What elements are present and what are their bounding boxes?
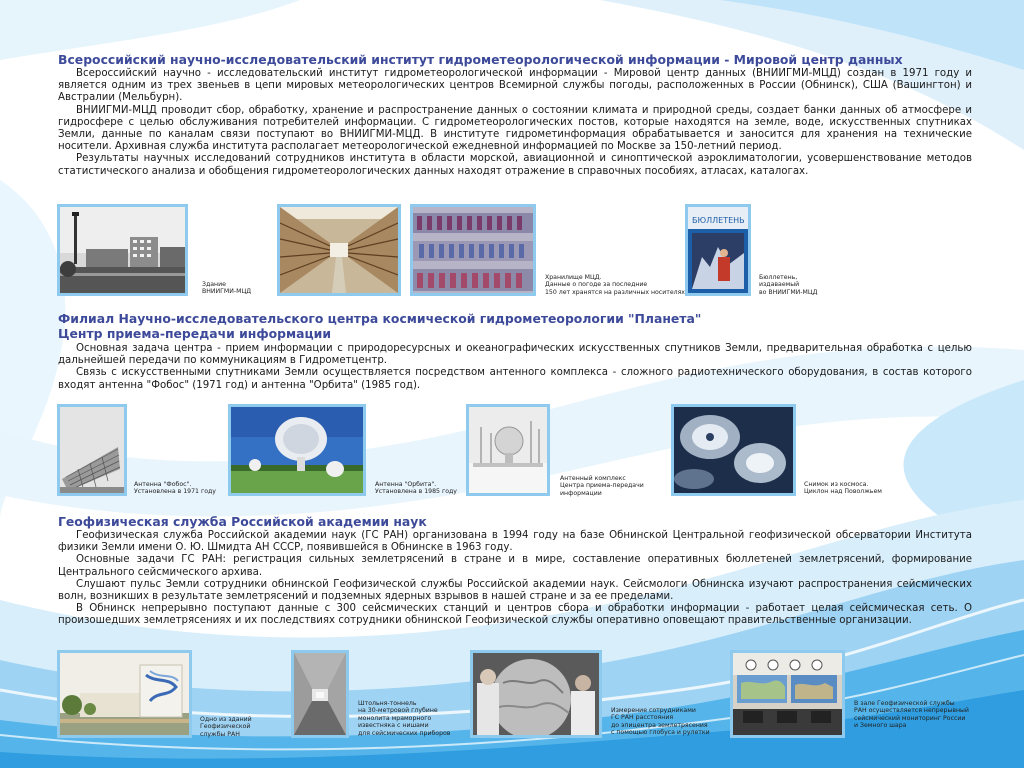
globe-measurement-photo (470, 650, 602, 738)
section2-subheading: Центр приема-передачи информации (58, 326, 332, 341)
section1-body (58, 68, 972, 178)
cyclone-photo (671, 404, 796, 496)
orbita-antenna-photo (228, 404, 366, 496)
section1-heading: Всероссийский научно-исследовательский институт гидрометеорологической информации - Мировой центр данных (58, 52, 903, 67)
archive-caption: Хранилище МЦД. Данные о погоде за последние 150 лет хранятся на различных носителях (545, 274, 685, 296)
section1-paragraph: ВНИИГМИ-МЦД проводит сбор, обработку, хранение и распространение данных о состоянии климата и природной среды, создает банки данных об атмосфере и гидросфере с целью обслуживания потребителей информации. С гидрометеорологических постов, которые находятся на земле, воде, искусственных спутниках Земли, данные по каналам связи поступают во ВНИИГМИ-МЦД. В институте гидрометинформация обрабатывается и заносится для хранения на технические носители. Архивная служба института располагает метеорологической ежедневной информацией по Москве за 150-летний период. (58, 104, 972, 153)
tape-storage-photo (410, 204, 536, 296)
gs-ran-building-photo (57, 650, 192, 738)
section3-heading: Геофизическая служба Российской академии наук (58, 514, 427, 529)
fobos-caption: Антенна "Фобос". Установлена в 1971 году (134, 481, 216, 496)
archive-shelves-photo (277, 204, 401, 296)
bulletin-cover-photo (685, 204, 751, 296)
bulletin-title: БЮЛЛЕТЕНЬ (692, 216, 745, 225)
fobos-antenna-photo (57, 404, 127, 496)
tunnel-photo (291, 650, 349, 738)
monitoring-caption: В зале Геофизической службы РАН осуществляется непрерывный сейсмический мониторинг России и Земного шара (854, 700, 969, 730)
section1-paragraph: Всероссийский научно - исследовательский институт гидрометеорологической информации - Мировой центр данных (ВНИИГМИ-МЦД) создан в 1971 году и является одним из трех звеньев в цепи мировых метеорологических центров Всемирной службы погоды, расположенных в России (Обнинск), США (Вашингтон) и Австралии (Мельбурн). (58, 68, 972, 104)
section2-paragraph: Связь с искусственными спутниками Земли осуществляется посредством антенного комплекса - сложного радиотехнического оборудования, в состав которого входят антенна "Фобос" (1971 год) и антенна "Орбита" (1985 год). (58, 367, 972, 391)
section3-paragraph: Основные задачи ГС РАН: регистрация сильных землетрясений в стране и в мире, составление оперативных бюллетеней землетрясений, формирование Центрального сейсмического архива. (58, 554, 972, 578)
antenna-complex-caption: Антенный комплекс Центра приема-передачи информации (560, 475, 644, 497)
building-photo (57, 204, 188, 296)
section2-body (58, 343, 972, 392)
globe-caption: Измерение сотрудниками ГС РАН расстояния до эпицентра землетрясения с помощью глобуса и рулетки (611, 707, 710, 737)
orbita-caption: Антенна "Орбита". Установлена в 1985 году (375, 481, 457, 496)
section2-paragraph: Основная задача центра - прием информации с природоресурсных и океанографических искусственных спутников Земли, предварительная обработка с целью дальнейшей передачи по коммуникациям в Гидрометцентр. (58, 343, 972, 367)
section2-heading: Филиал Научно-исследовательского центра космической гидрометеорологии "Планета" (58, 311, 702, 326)
bulletin-caption: Бюллетень, издаваемый во ВНИИГМИ-МЦД (759, 274, 818, 296)
gs-ran-building-caption: Одно из зданий Геофизической службы РАН (200, 716, 252, 738)
cyclone-caption: Снимок из космоса. Циклон над Поволжьем (804, 481, 882, 496)
section1-paragraph: Результаты научных исследований сотрудников института в области морской, авиационной и синоптической аэроклиматологии, усовершенствование методов статистического анализа и обобщения гидрометеорологических данных находят отражение в справочных пособиях, атласах, каталогах. (58, 153, 972, 177)
section3-body (58, 530, 972, 628)
section3-paragraph: В Обнинск непрерывно поступают данные с 300 сейсмических станций и центров сбора и обработки информации - работает целая сейсмическая сеть. О произошедших землетрясениях и их последствиях сотрудники обнинской Геофизической службы оперативно оповещают правительственные организации. (58, 603, 972, 627)
building-caption: Здание ВНИИГМИ-МЦД (202, 281, 252, 296)
tunnel-caption: Штольня-тоннель на 30-метровой глубине монолита мраморного известняка с нишами для сейсмических приборов (358, 700, 451, 737)
section3-paragraph: Слушают пульс Земли сотрудники обнинской Геофизической службы Российской академии наук. Сейсмологи Обнинска изучают распространения сейсмических волн, возникших в результате землетрясений и подземных ядерных взрывов в нашей стране и за ее пределами. (58, 578, 972, 603)
monitoring-hall-photo (730, 650, 845, 738)
section3-paragraph: Геофизическая служба Российской академии наук (ГС РАН) организована в 1994 году на базе Обнинской Центральной геофизической обсерватории Института физики Земли имени О. Ю. Шмидта АН СССР, появившейся в Обнинске в 1963 году. (58, 530, 972, 554)
antenna-complex-photo (466, 404, 550, 496)
